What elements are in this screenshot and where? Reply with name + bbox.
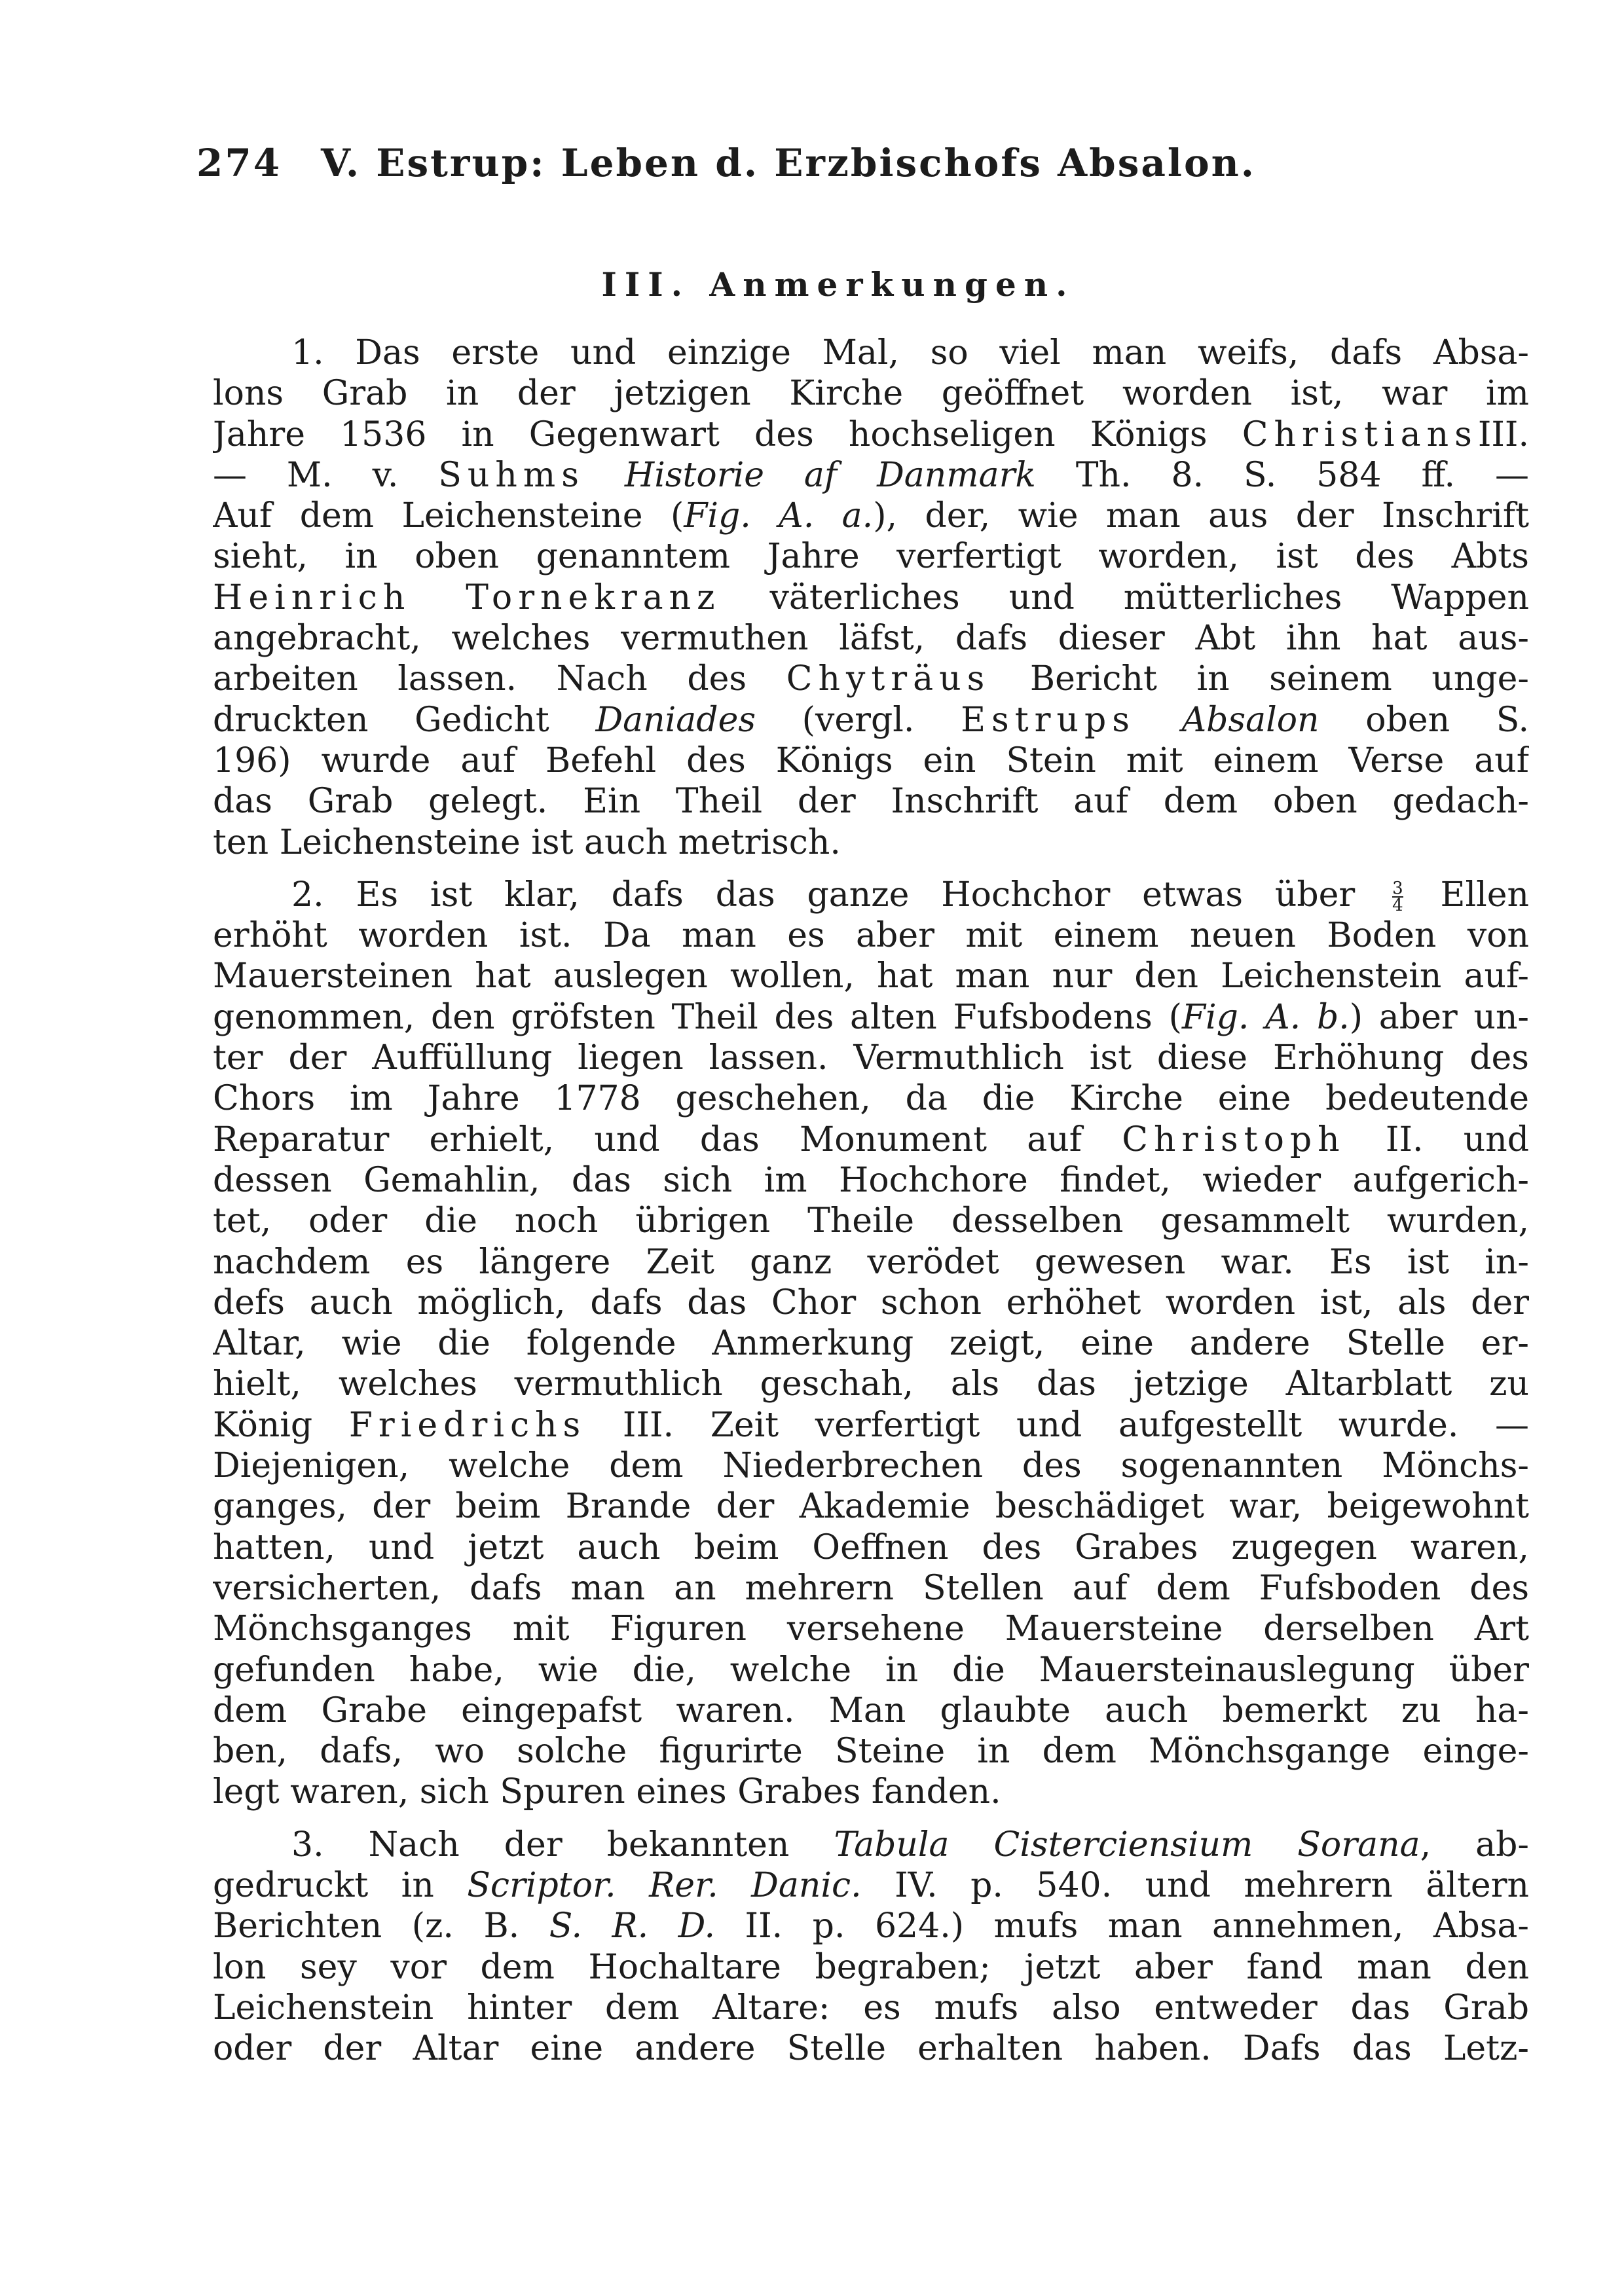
text-line: lon sey vor dem Hochaltare begraben; jetzt aber fand man den [213,1947,1529,1987]
text-line: druckten Gedicht Daniades (vergl. Estrups Absalon oben S. [213,700,1529,740]
page-number: 274 [196,141,282,185]
note-1 [213,333,1529,863]
text-line: erhöht worden ist. Da man es aber mit einem neuen Boden von [213,916,1529,956]
text-line: Berichten (z. B. S. R. D. II. p. 624.) mufs man annehmen, Absa- [213,1906,1529,1946]
text-line: — M. v. Suhms Historie af Danmark Th. 8. S. 584 ff. — [213,455,1529,495]
text-line: genommen, den gröfsten Theil des alten Fufsbodens (Fig. A. b.) aber un- [213,997,1529,1037]
text-line: ten Leichensteine ist auch metrisch. [213,822,841,862]
text-line: 196) wurde auf Befehl des Königs ein Stein mit einem Verse auf [213,740,1529,780]
text-line: lons Grab in der jetzigen Kirche geöffnet worden ist, war im [213,374,1529,414]
text-line: ganges, der beim Brande der Akademie beschädiget war, beigewohnt [213,1487,1529,1527]
text-line: Mönchsganges mit Figuren versehene Mauersteine derselben Art [213,1609,1529,1649]
text-line: das Grab gelegt. Ein Theil der Inschrift auf dem oben gedach- [213,782,1529,822]
text-line: ben, dafs, wo solche figurirte Steine in dem Mönchsgange einge- [213,1732,1529,1772]
text-line: Heinrich Tornekranz väterliches und mütterliches Wappen [213,577,1529,617]
running-head [196,141,1480,185]
text-line: König Friedrichs III. Zeit verfertigt und aufgestellt wurde. — [213,1405,1529,1445]
text-line: Mauersteinen hat auslegen wollen, hat man nur den Leichenstein auf- [213,957,1529,996]
text-line: angebracht, welches vermuthen läfst, dafs dieser Abt ihn hat aus- [213,619,1529,659]
text-line: Auf dem Leichensteine (Fig. A. a.), der, wie man aus der Inschrift [213,496,1529,536]
text-line: 1. Das erste und einzige Mal, so viel man weifs, dafs Absa- [291,333,1529,373]
text-line: 3. Nach der bekannten Tabula Cisterciensium Sorana, ab- [291,1825,1529,1865]
text-line: gefunden habe, wie die, welche in die Mauersteinauslegung über [213,1650,1529,1690]
text-line: sieht, in oben genanntem Jahre verfertigt worden, ist des Abts [213,537,1529,577]
note-3 [213,1825,1529,2069]
running-title: V. Estrup: Leben d. Erzbischofs Absalon. [321,141,1257,185]
text-line: Altar, wie die folgende Anmerkung zeigt, eine andere Stelle er- [213,1324,1529,1364]
text-line: Leichenstein hinter dem Altare: es mufs also entweder das Grab [213,1988,1529,2028]
text-line: dessen Gemahlin, das sich im Hochchore findet, wieder aufgerich- [213,1160,1529,1200]
section-title: III. Anmerkungen. [601,265,1075,304]
text-line: oder der Altar eine andere Stelle erhalten haben. Dafs das Letz- [213,2029,1529,2069]
text-line: hielt, welches vermuthlich geschah, als das jetzige Altarblatt zu [213,1364,1529,1404]
text-line: dem Grabe eingepafst waren. Man glaubte auch bemerkt zu ha- [213,1690,1529,1730]
text-line: legt waren, sich Spuren eines Grabes fanden. [213,1772,1001,1812]
text-line: nachdem es längere Zeit ganz verödet gewesen war. Es ist in- [213,1242,1529,1282]
text-line: Diejenigen, welche dem Niederbrechen des sogenannten Mönchs- [213,1446,1529,1486]
text-line: 2. Es ist klar, dafs das ganze Hochchor etwas über $\frac{3}{4}$ Ellen [291,875,1529,916]
text-line: Jahre 1536 in Gegenwart des hochseligen Königs ChristiansIII. [213,414,1529,454]
text-line: defs auch möglich, dafs das Chor schon erhöhet worden ist, als der [213,1283,1529,1322]
note-2 [213,875,1529,1813]
fraction-three-quarters: $\frac{3}{4}$ [1392,879,1403,916]
text-line: arbeiten lassen. Nach des Chyträus Bericht in seinem unge- [213,659,1529,699]
text-line: gedruckt in Scriptor. Rer. Danic. IV. p. 540. und mehrern ältern [213,1865,1529,1905]
text-line: tet, oder die noch übrigen Theile desselben gesammelt wurden, [213,1201,1529,1241]
body-text [213,333,1529,2069]
text-line: versicherten, dafs man an mehrern Stellen auf dem Fufsboden des [213,1568,1529,1608]
text-line: hatten, und jetzt auch beim Oeffnen des Grabes zugegen waren, [213,1527,1529,1567]
text-line: ter der Auffüllung liegen lassen. Vermuthlich ist diese Erhöhung des [213,1038,1529,1078]
text-line: Chors im Jahre 1778 geschehen, da die Kirche eine bedeutende [213,1079,1529,1119]
text-line: Reparatur erhielt, und das Monument auf Christoph II. und [213,1120,1529,1159]
